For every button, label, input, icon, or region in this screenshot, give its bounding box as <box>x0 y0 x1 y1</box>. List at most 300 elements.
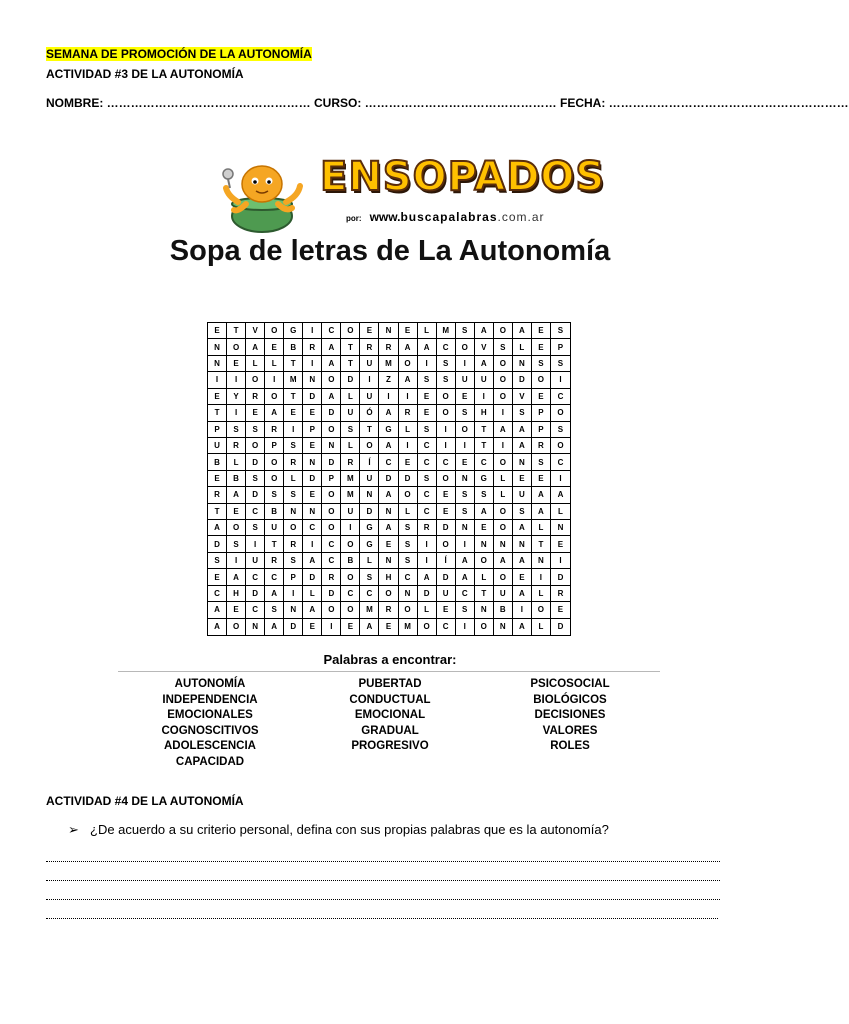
answer-line[interactable] <box>46 899 720 900</box>
grid-cell[interactable]: O <box>322 487 341 503</box>
grid-cell[interactable]: E <box>551 602 570 618</box>
grid-cell[interactable]: O <box>456 339 475 355</box>
grid-cell[interactable]: I <box>437 422 456 438</box>
grid-cell[interactable]: L <box>284 471 303 487</box>
grid-cell[interactable]: D <box>551 569 570 585</box>
grid-cell[interactable]: I <box>513 602 532 618</box>
grid-cell[interactable]: D <box>341 372 360 388</box>
grid-cell[interactable]: R <box>399 405 418 421</box>
grid-cell[interactable]: I <box>303 536 322 552</box>
grid-cell[interactable]: T <box>341 339 360 355</box>
grid-cell[interactable]: N <box>284 602 303 618</box>
grid-cell[interactable]: E <box>208 569 227 585</box>
grid-cell[interactable]: E <box>303 438 322 454</box>
grid-cell[interactable]: N <box>551 520 570 536</box>
grid-cell[interactable]: I <box>437 438 456 454</box>
grid-cell[interactable]: C <box>265 569 284 585</box>
grid-cell[interactable]: S <box>456 504 475 520</box>
grid-cell[interactable]: S <box>551 422 570 438</box>
grid-cell[interactable]: A <box>513 520 532 536</box>
grid-cell[interactable]: E <box>303 405 322 421</box>
grid-cell[interactable]: I <box>551 471 570 487</box>
grid-cell[interactable]: D <box>418 586 437 602</box>
grid-cell[interactable]: I <box>341 520 360 536</box>
grid-cell[interactable]: N <box>475 602 494 618</box>
grid-cell[interactable]: E <box>246 405 265 421</box>
grid-cell[interactable]: T <box>227 323 246 339</box>
grid-cell[interactable]: L <box>418 323 437 339</box>
grid-cell[interactable]: N <box>456 471 475 487</box>
grid-cell[interactable]: L <box>475 569 494 585</box>
grid-cell[interactable]: E <box>532 389 551 405</box>
grid-cell[interactable]: S <box>418 372 437 388</box>
grid-cell[interactable]: R <box>360 339 379 355</box>
grid-cell[interactable]: E <box>360 323 379 339</box>
grid-cell[interactable]: I <box>418 536 437 552</box>
grid-cell[interactable]: P <box>284 569 303 585</box>
grid-cell[interactable]: L <box>399 422 418 438</box>
grid-cell[interactable]: S <box>360 569 379 585</box>
grid-cell[interactable]: N <box>360 487 379 503</box>
grid-cell[interactable]: D <box>303 569 322 585</box>
grid-cell[interactable]: E <box>399 323 418 339</box>
grid-cell[interactable]: B <box>227 471 246 487</box>
grid-cell[interactable]: S <box>399 553 418 569</box>
grid-cell[interactable]: R <box>341 454 360 470</box>
grid-cell[interactable]: D <box>557 622 564 632</box>
grid-cell[interactable]: O <box>437 536 456 552</box>
grid-cell[interactable]: O <box>284 520 303 536</box>
grid-cell[interactable]: I <box>227 372 246 388</box>
grid-cell[interactable]: E <box>437 487 456 503</box>
grid-cell[interactable]: B <box>284 339 303 355</box>
grid-cell[interactable]: O <box>437 471 456 487</box>
grid-cell[interactable]: N <box>379 553 398 569</box>
grid-cell[interactable]: I <box>208 372 227 388</box>
grid-cell[interactable]: O <box>532 602 551 618</box>
grid-cell[interactable]: O <box>494 520 513 536</box>
grid-cell[interactable]: L <box>418 602 437 618</box>
grid-cell[interactable]: M <box>284 372 303 388</box>
grid-cell[interactable]: O <box>246 438 265 454</box>
grid-cell[interactable]: O <box>341 536 360 552</box>
grid-cell[interactable]: E <box>227 356 246 372</box>
grid-cell[interactable]: A <box>379 487 398 503</box>
grid-cell[interactable]: C <box>246 602 265 618</box>
grid-cell[interactable]: E <box>303 487 322 503</box>
grid-cell[interactable]: E <box>399 454 418 470</box>
grid-cell[interactable]: S <box>208 553 227 569</box>
grid-cell[interactable]: S <box>513 405 532 421</box>
grid-cell[interactable]: A <box>322 339 341 355</box>
grid-cell[interactable]: A <box>360 619 379 635</box>
grid-cell[interactable]: A <box>303 602 322 618</box>
grid-cell[interactable]: C <box>322 553 341 569</box>
grid-cell[interactable]: C <box>322 323 341 339</box>
grid-cell[interactable]: C <box>341 586 360 602</box>
grid-cell[interactable]: R <box>551 586 570 602</box>
grid-cell[interactable]: N <box>303 454 322 470</box>
grid-cell[interactable]: I <box>379 389 398 405</box>
grid-cell[interactable]: O <box>322 504 341 520</box>
grid-cell[interactable]: I <box>475 389 494 405</box>
grid-cell[interactable]: O <box>494 389 513 405</box>
grid-cell[interactable]: R <box>246 389 265 405</box>
grid-cell[interactable]: O <box>399 602 418 618</box>
grid-cell[interactable]: L <box>341 438 360 454</box>
grid-cell[interactable]: A <box>513 323 532 339</box>
grid-cell[interactable]: D <box>322 405 341 421</box>
grid-cell[interactable]: A <box>418 569 437 585</box>
grid-cell[interactable]: H <box>379 569 398 585</box>
grid-cell[interactable]: L <box>513 339 532 355</box>
grid-cell[interactable]: P <box>532 422 551 438</box>
grid-cell[interactable]: A <box>265 586 284 602</box>
grid-cell[interactable]: L <box>551 504 570 520</box>
grid-cell[interactable]: R <box>379 602 398 618</box>
grid-cell[interactable]: N <box>513 356 532 372</box>
grid-cell[interactable]: I <box>456 356 475 372</box>
grid-cell[interactable]: G <box>284 323 303 339</box>
grid-cell[interactable]: S <box>284 487 303 503</box>
grid-cell[interactable]: A <box>399 339 418 355</box>
answer-line[interactable] <box>46 880 720 881</box>
grid-cell[interactable]: S <box>284 553 303 569</box>
grid-cell[interactable]: I <box>303 323 322 339</box>
grid-cell[interactable]: R <box>418 520 437 536</box>
grid-cell[interactable]: O <box>265 471 284 487</box>
grid-cell[interactable]: A <box>379 405 398 421</box>
grid-cell[interactable]: U <box>341 405 360 421</box>
grid-cell[interactable]: B <box>208 454 227 470</box>
grid-cell[interactable]: O <box>265 454 284 470</box>
grid-cell[interactable]: C <box>551 454 570 470</box>
grid-cell[interactable]: T <box>265 536 284 552</box>
grid-cell[interactable]: C <box>208 586 227 602</box>
grid-cell[interactable]: D <box>246 586 265 602</box>
grid-cell[interactable]: A <box>513 553 532 569</box>
grid-cell[interactable]: I <box>265 372 284 388</box>
grid-cell[interactable]: I <box>246 536 265 552</box>
grid-cell[interactable]: E <box>437 602 456 618</box>
grid-cell[interactable]: A <box>322 356 341 372</box>
grid-cell[interactable]: E <box>532 471 551 487</box>
grid-cell[interactable]: E <box>303 619 322 635</box>
grid-cell[interactable]: C <box>456 586 475 602</box>
grid-cell[interactable]: Í <box>437 553 456 569</box>
grid-cell[interactable]: I <box>322 619 341 635</box>
grid-cell[interactable]: L <box>265 356 284 372</box>
grid-cell[interactable]: I <box>227 553 246 569</box>
grid-cell[interactable]: D <box>322 454 341 470</box>
grid-cell[interactable]: E <box>341 619 360 635</box>
grid-cell[interactable]: V <box>246 323 265 339</box>
grid-cell[interactable]: D <box>379 471 398 487</box>
grid-cell[interactable]: C <box>418 454 437 470</box>
grid-cell[interactable]: E <box>418 405 437 421</box>
grid-cell[interactable]: E <box>418 389 437 405</box>
grid-cell[interactable]: U <box>208 438 227 454</box>
grid-cell[interactable]: S <box>341 422 360 438</box>
grid-cell[interactable]: A <box>303 553 322 569</box>
grid-cell[interactable]: S <box>437 356 456 372</box>
grid-cell[interactable]: S <box>456 405 475 421</box>
grid-cell[interactable]: E <box>513 569 532 585</box>
grid-cell[interactable]: O <box>227 339 246 355</box>
grid-cell[interactable]: O <box>494 372 513 388</box>
grid-cell[interactable]: N <box>379 504 398 520</box>
grid-cell[interactable]: U <box>360 471 379 487</box>
grid-cell[interactable]: O <box>379 586 398 602</box>
grid-cell[interactable]: U <box>360 356 379 372</box>
grid-cell[interactable]: S <box>437 372 456 388</box>
grid-cell[interactable]: S <box>513 504 532 520</box>
grid-cell[interactable]: V <box>513 389 532 405</box>
grid-cell[interactable]: G <box>360 536 379 552</box>
grid-cell[interactable]: L <box>341 389 360 405</box>
grid-cell[interactable]: P <box>551 339 570 355</box>
grid-cell[interactable]: Í <box>360 454 379 470</box>
grid-cell[interactable]: A <box>513 438 532 454</box>
grid-cell[interactable]: O <box>322 372 341 388</box>
grid-cell[interactable]: O <box>494 323 513 339</box>
grid-cell[interactable]: O <box>494 356 513 372</box>
grid-cell[interactable]: D <box>360 504 379 520</box>
grid-cell[interactable]: E <box>456 389 475 405</box>
grid-cell[interactable]: C <box>437 619 456 635</box>
grid-cell[interactable]: D <box>303 389 322 405</box>
grid-cell[interactable]: D <box>437 520 456 536</box>
grid-cell[interactable]: L <box>399 504 418 520</box>
grid-cell[interactable]: N <box>513 536 532 552</box>
grid-cell[interactable]: R <box>379 339 398 355</box>
grid-cell[interactable]: R <box>208 487 227 503</box>
grid-cell[interactable]: C <box>475 454 494 470</box>
grid-cell[interactable]: E <box>437 504 456 520</box>
grid-cell[interactable]: C <box>322 536 341 552</box>
grid-cell[interactable]: E <box>551 536 570 552</box>
grid-cell[interactable]: A <box>265 619 284 635</box>
grid-cell[interactable]: U <box>475 372 494 388</box>
grid-cell[interactable]: O <box>475 553 494 569</box>
grid-cell[interactable]: A <box>399 372 418 388</box>
grid-cell[interactable]: O <box>551 405 570 421</box>
grid-cell[interactable]: G <box>360 520 379 536</box>
grid-cell[interactable]: D <box>303 471 322 487</box>
grid-cell[interactable]: H <box>227 586 246 602</box>
grid-cell[interactable]: S <box>284 438 303 454</box>
grid-cell[interactable]: A <box>494 422 513 438</box>
grid-cell[interactable]: G <box>475 471 494 487</box>
grid-cell[interactable]: I <box>494 438 513 454</box>
grid-cell[interactable]: S <box>494 339 513 355</box>
grid-cell[interactable]: Ó <box>360 405 379 421</box>
grid-cell[interactable]: A <box>513 586 532 602</box>
grid-cell[interactable]: M <box>360 602 379 618</box>
grid-cell[interactable]: S <box>551 356 570 372</box>
grid-cell[interactable]: N <box>532 553 551 569</box>
grid-cell[interactable]: N <box>284 504 303 520</box>
word-search-grid[interactable] <box>207 322 571 636</box>
grid-cell[interactable]: A <box>322 389 341 405</box>
grid-cell[interactable]: S <box>532 454 551 470</box>
grid-cell[interactable]: R <box>265 553 284 569</box>
grid-cell[interactable]: A <box>208 619 227 635</box>
grid-cell[interactable]: O <box>475 619 494 635</box>
grid-cell[interactable]: C <box>246 569 265 585</box>
grid-cell[interactable]: N <box>399 586 418 602</box>
grid-cell[interactable]: I <box>227 405 246 421</box>
grid-cell[interactable]: A <box>227 487 246 503</box>
grid-cell[interactable]: M <box>379 356 398 372</box>
grid-cell[interactable]: A <box>265 405 284 421</box>
grid-cell[interactable]: U <box>494 586 513 602</box>
grid-cell[interactable]: O <box>227 619 246 635</box>
grid-cell[interactable]: O <box>399 356 418 372</box>
grid-cell[interactable]: T <box>475 586 494 602</box>
grid-cell[interactable]: I <box>418 356 437 372</box>
grid-cell[interactable]: B <box>494 602 513 618</box>
grid-cell[interactable]: O <box>437 405 456 421</box>
grid-cell[interactable]: S <box>418 422 437 438</box>
grid-cell[interactable]: E <box>532 323 551 339</box>
grid-cell[interactable]: E <box>208 389 227 405</box>
grid-cell[interactable]: C <box>437 339 456 355</box>
grid-cell[interactable]: E <box>208 323 227 339</box>
grid-cell[interactable]: N <box>494 536 513 552</box>
grid-cell[interactable]: Z <box>379 372 398 388</box>
grid-cell[interactable]: R <box>322 569 341 585</box>
grid-cell[interactable]: L <box>303 586 322 602</box>
grid-cell[interactable]: P <box>265 438 284 454</box>
grid-cell[interactable]: A <box>246 339 265 355</box>
grid-cell[interactable]: B <box>265 504 284 520</box>
grid-cell[interactable]: A <box>475 504 494 520</box>
grid-cell[interactable]: A <box>456 553 475 569</box>
grid-cell[interactable]: E <box>208 471 227 487</box>
grid-cell[interactable]: O <box>551 438 570 454</box>
grid-cell[interactable]: O <box>399 487 418 503</box>
grid-cell[interactable]: S <box>532 356 551 372</box>
grid-cell[interactable]: N <box>475 536 494 552</box>
grid-cell[interactable]: Y <box>227 389 246 405</box>
grid-cell[interactable]: S <box>475 487 494 503</box>
grid-cell[interactable]: N <box>494 619 513 635</box>
grid-cell[interactable]: O <box>341 569 360 585</box>
grid-cell[interactable]: D <box>437 569 456 585</box>
grid-cell[interactable]: D <box>208 536 227 552</box>
grid-cell[interactable]: D <box>246 454 265 470</box>
grid-cell[interactable]: M <box>341 471 360 487</box>
grid-cell[interactable]: C <box>418 487 437 503</box>
grid-cell[interactable]: N <box>513 454 532 470</box>
grid-cell[interactable]: D <box>399 471 418 487</box>
grid-cell[interactable]: C <box>360 586 379 602</box>
grid-cell[interactable]: A <box>227 569 246 585</box>
grid-cell[interactable]: D <box>322 586 341 602</box>
grid-cell[interactable]: E <box>284 405 303 421</box>
grid-cell[interactable]: T <box>208 504 227 520</box>
grid-cell[interactable]: L <box>494 471 513 487</box>
grid-cell[interactable]: U <box>513 487 532 503</box>
grid-cell[interactable]: A <box>513 619 532 635</box>
grid-cell[interactable]: O <box>456 422 475 438</box>
grid-cell[interactable]: R <box>265 422 284 438</box>
grid-cell[interactable]: S <box>456 487 475 503</box>
grid-cell[interactable]: A <box>494 553 513 569</box>
grid-cell[interactable]: O <box>265 389 284 405</box>
grid-cell[interactable]: O <box>437 389 456 405</box>
grid-cell[interactable]: S <box>246 422 265 438</box>
grid-cell[interactable]: T <box>284 356 303 372</box>
grid-cell[interactable]: E <box>227 504 246 520</box>
grid-cell[interactable]: U <box>341 504 360 520</box>
grid-cell[interactable]: O <box>494 454 513 470</box>
grid-cell[interactable]: M <box>437 323 456 339</box>
grid-cell[interactable]: I <box>399 389 418 405</box>
grid-cell[interactable]: O <box>265 323 284 339</box>
grid-cell[interactable]: C <box>303 520 322 536</box>
grid-cell[interactable]: E <box>475 520 494 536</box>
grid-cell[interactable]: I <box>494 405 513 421</box>
grid-cell[interactable]: N <box>246 619 265 635</box>
answer-line[interactable] <box>46 918 718 919</box>
grid-cell[interactable]: I <box>399 438 418 454</box>
grid-cell[interactable]: E <box>513 471 532 487</box>
grid-cell[interactable]: U <box>360 389 379 405</box>
grid-cell[interactable]: I <box>418 553 437 569</box>
grid-cell[interactable]: C <box>246 504 265 520</box>
grid-cell[interactable]: O <box>322 422 341 438</box>
grid-cell[interactable]: S <box>227 536 246 552</box>
grid-cell[interactable]: P <box>303 422 322 438</box>
grid-cell[interactable]: I <box>284 422 303 438</box>
grid-cell[interactable]: R <box>303 339 322 355</box>
grid-cell[interactable]: O <box>494 569 513 585</box>
grid-cell[interactable]: A <box>513 422 532 438</box>
grid-cell[interactable]: I <box>456 619 475 635</box>
grid-cell[interactable]: S <box>227 422 246 438</box>
grid-cell[interactable]: S <box>399 536 418 552</box>
grid-cell[interactable]: R <box>284 454 303 470</box>
grid-cell[interactable]: L <box>246 356 265 372</box>
grid-cell[interactable]: O <box>322 602 341 618</box>
grid-cell[interactable]: L <box>227 454 246 470</box>
grid-cell[interactable]: T <box>360 422 379 438</box>
grid-cell[interactable]: I <box>284 586 303 602</box>
grid-cell[interactable]: T <box>284 389 303 405</box>
grid-cell[interactable]: D <box>284 619 303 635</box>
grid-cell[interactable]: D <box>513 372 532 388</box>
grid-cell[interactable]: R <box>227 438 246 454</box>
grid-cell[interactable]: E <box>456 454 475 470</box>
grid-cell[interactable]: U <box>265 520 284 536</box>
grid-cell[interactable]: C <box>551 389 570 405</box>
grid-cell[interactable]: I <box>456 438 475 454</box>
grid-cell[interactable]: E <box>532 339 551 355</box>
grid-cell[interactable]: S <box>399 520 418 536</box>
grid-cell[interactable]: N <box>303 504 322 520</box>
grid-cell[interactable]: I <box>532 569 551 585</box>
grid-cell[interactable]: O <box>360 438 379 454</box>
grid-cell[interactable]: L <box>494 487 513 503</box>
grid-cell[interactable]: O <box>341 602 360 618</box>
student-fields-line[interactable]: NOMBRE: …………………………………………… CURSO: ………………………………………… FECHA: …………………………………………………… <box>46 96 849 110</box>
grid-cell[interactable]: A <box>475 323 494 339</box>
grid-cell[interactable]: N <box>456 520 475 536</box>
grid-cell[interactable]: O <box>341 323 360 339</box>
grid-cell[interactable]: M <box>341 487 360 503</box>
